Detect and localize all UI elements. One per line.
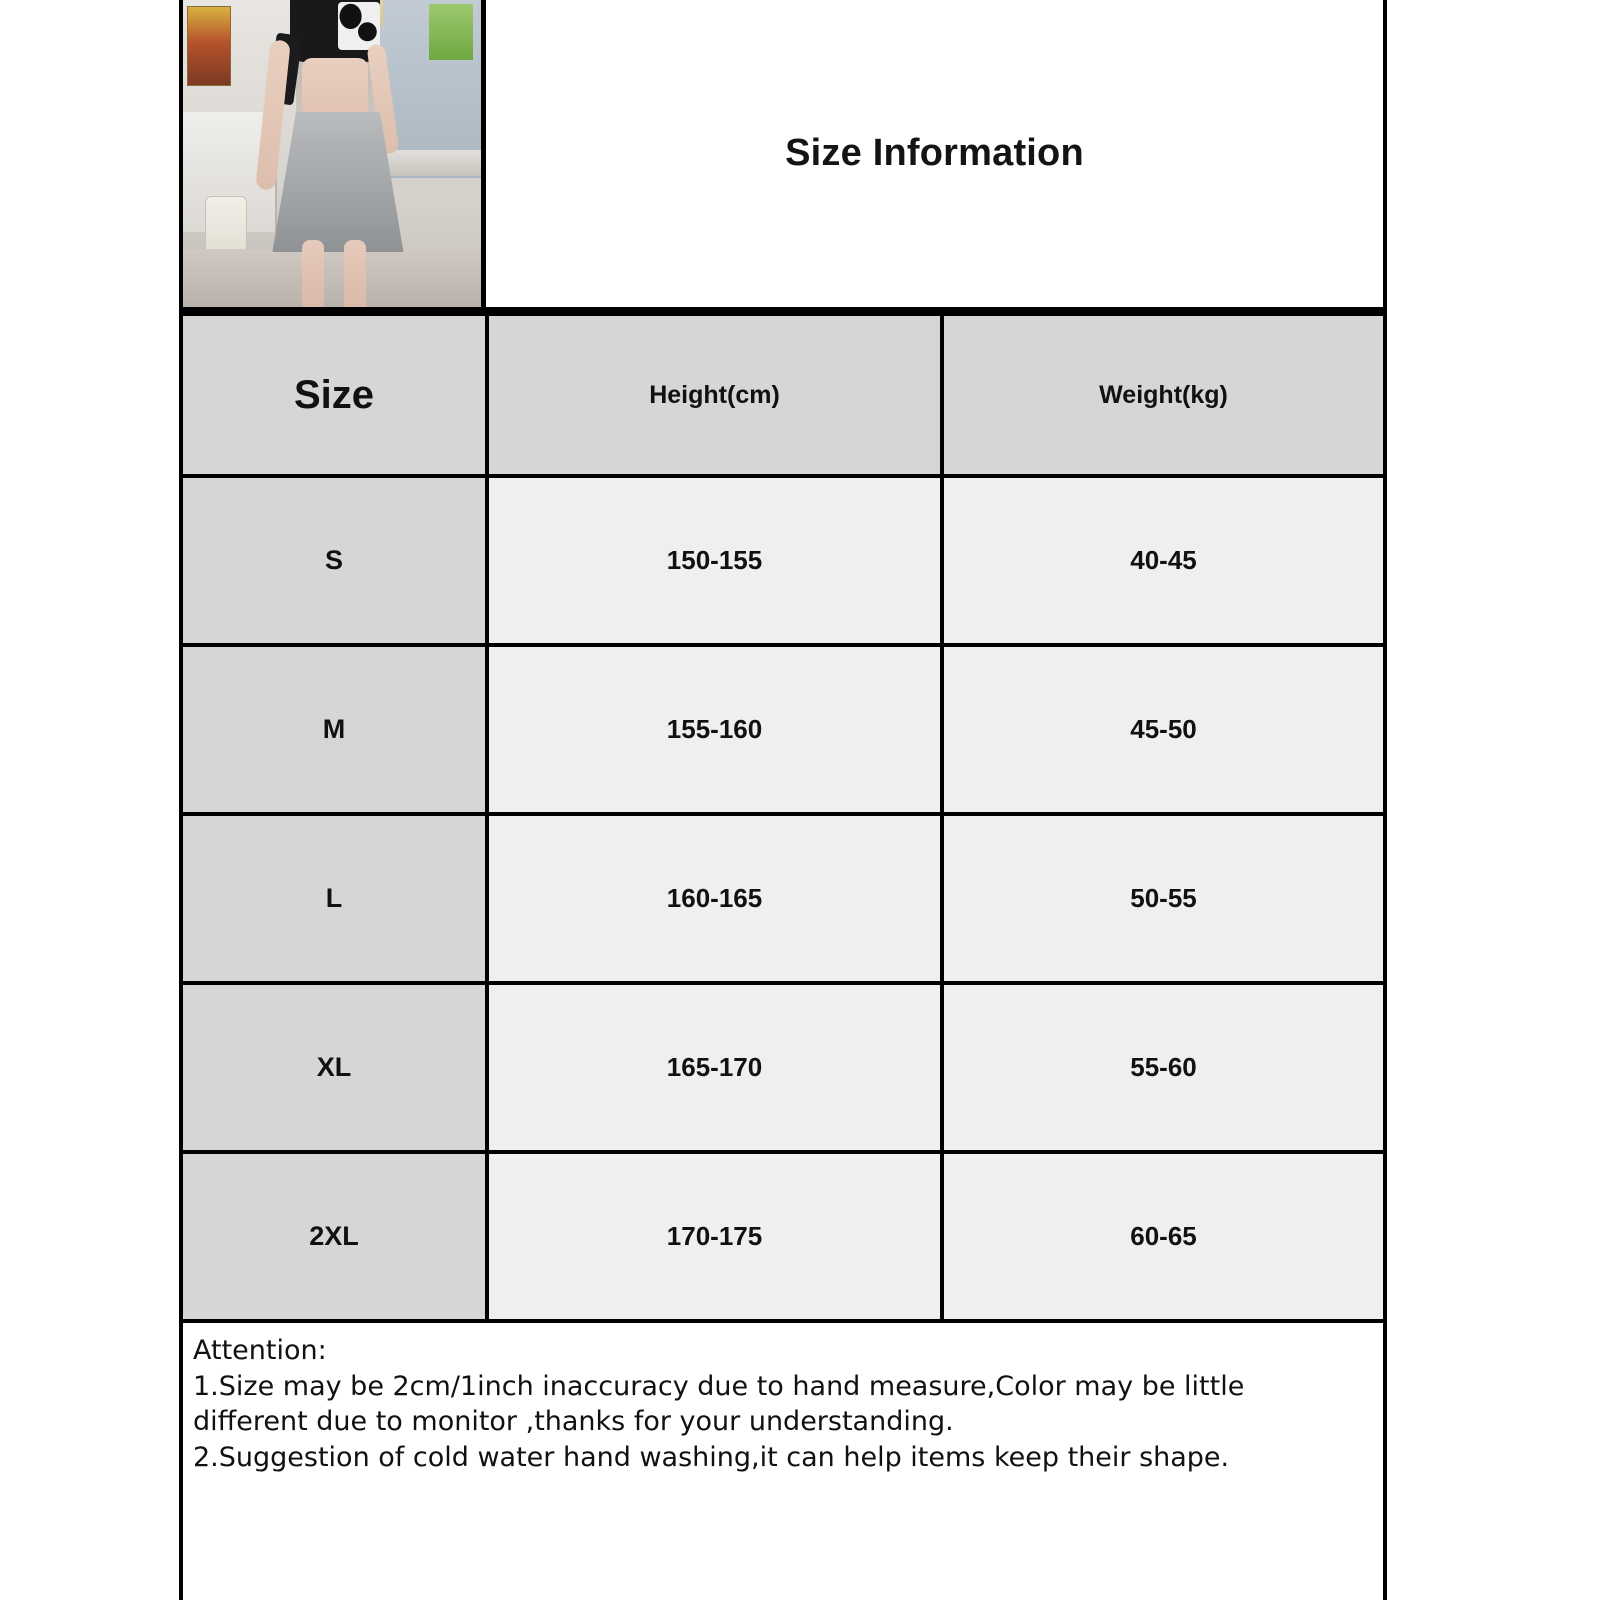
cell-size: XL [183,983,487,1152]
attention-line-3: 2.Suggestion of cold water hand washing,it can help items keep their shape. [193,1441,1230,1473]
header-band [183,0,1383,312]
size-table [183,312,1383,1323]
photo-model-torso [302,58,368,120]
table-row [183,476,1383,645]
size-chart-sheet [179,0,1387,1600]
column-header-height: Height(cm) [487,314,942,476]
cell-size: L [183,814,487,983]
cell-size: M [183,645,487,814]
cell-weight: 40-45 [942,476,1383,645]
table-row [183,983,1383,1152]
photo-green-box [429,4,473,60]
column-header-size: Size [183,314,487,476]
photo-top-print [338,2,380,50]
cell-height: 165-170 [487,983,942,1152]
cell-weight: 50-55 [942,814,1383,983]
cell-weight: 45-50 [942,645,1383,814]
cell-weight: 60-65 [942,1152,1383,1321]
photo-model-leg-left [302,240,324,307]
cell-height: 150-155 [487,476,942,645]
photo-poster [187,6,231,86]
attention-line-1: 1.Size may be 2cm/1inch inaccuracy due to hand measure,Color may be little [193,1370,1245,1402]
cell-height: 160-165 [487,814,942,983]
cell-size: S [183,476,487,645]
attention-block [183,1323,1383,1476]
attention-heading: Attention: [193,1335,327,1366]
title-cell [486,0,1383,307]
cell-size: 2XL [183,1152,487,1321]
cell-weight: 55-60 [942,983,1383,1152]
table-row [183,1152,1383,1321]
page-title: Size Information [785,132,1084,174]
photo-model-leg-right [344,240,366,307]
table-row [183,645,1383,814]
product-photo-cell [183,0,486,307]
column-header-weight: Weight(kg) [942,314,1383,476]
cell-height: 170-175 [487,1152,942,1321]
table-header-row [183,314,1383,476]
cell-height: 155-160 [487,645,942,814]
product-photo [183,0,481,307]
photo-floor [183,249,481,307]
attention-line-2: different due to monitor ,thanks for your understanding. [193,1406,954,1438]
table-row [183,814,1383,983]
